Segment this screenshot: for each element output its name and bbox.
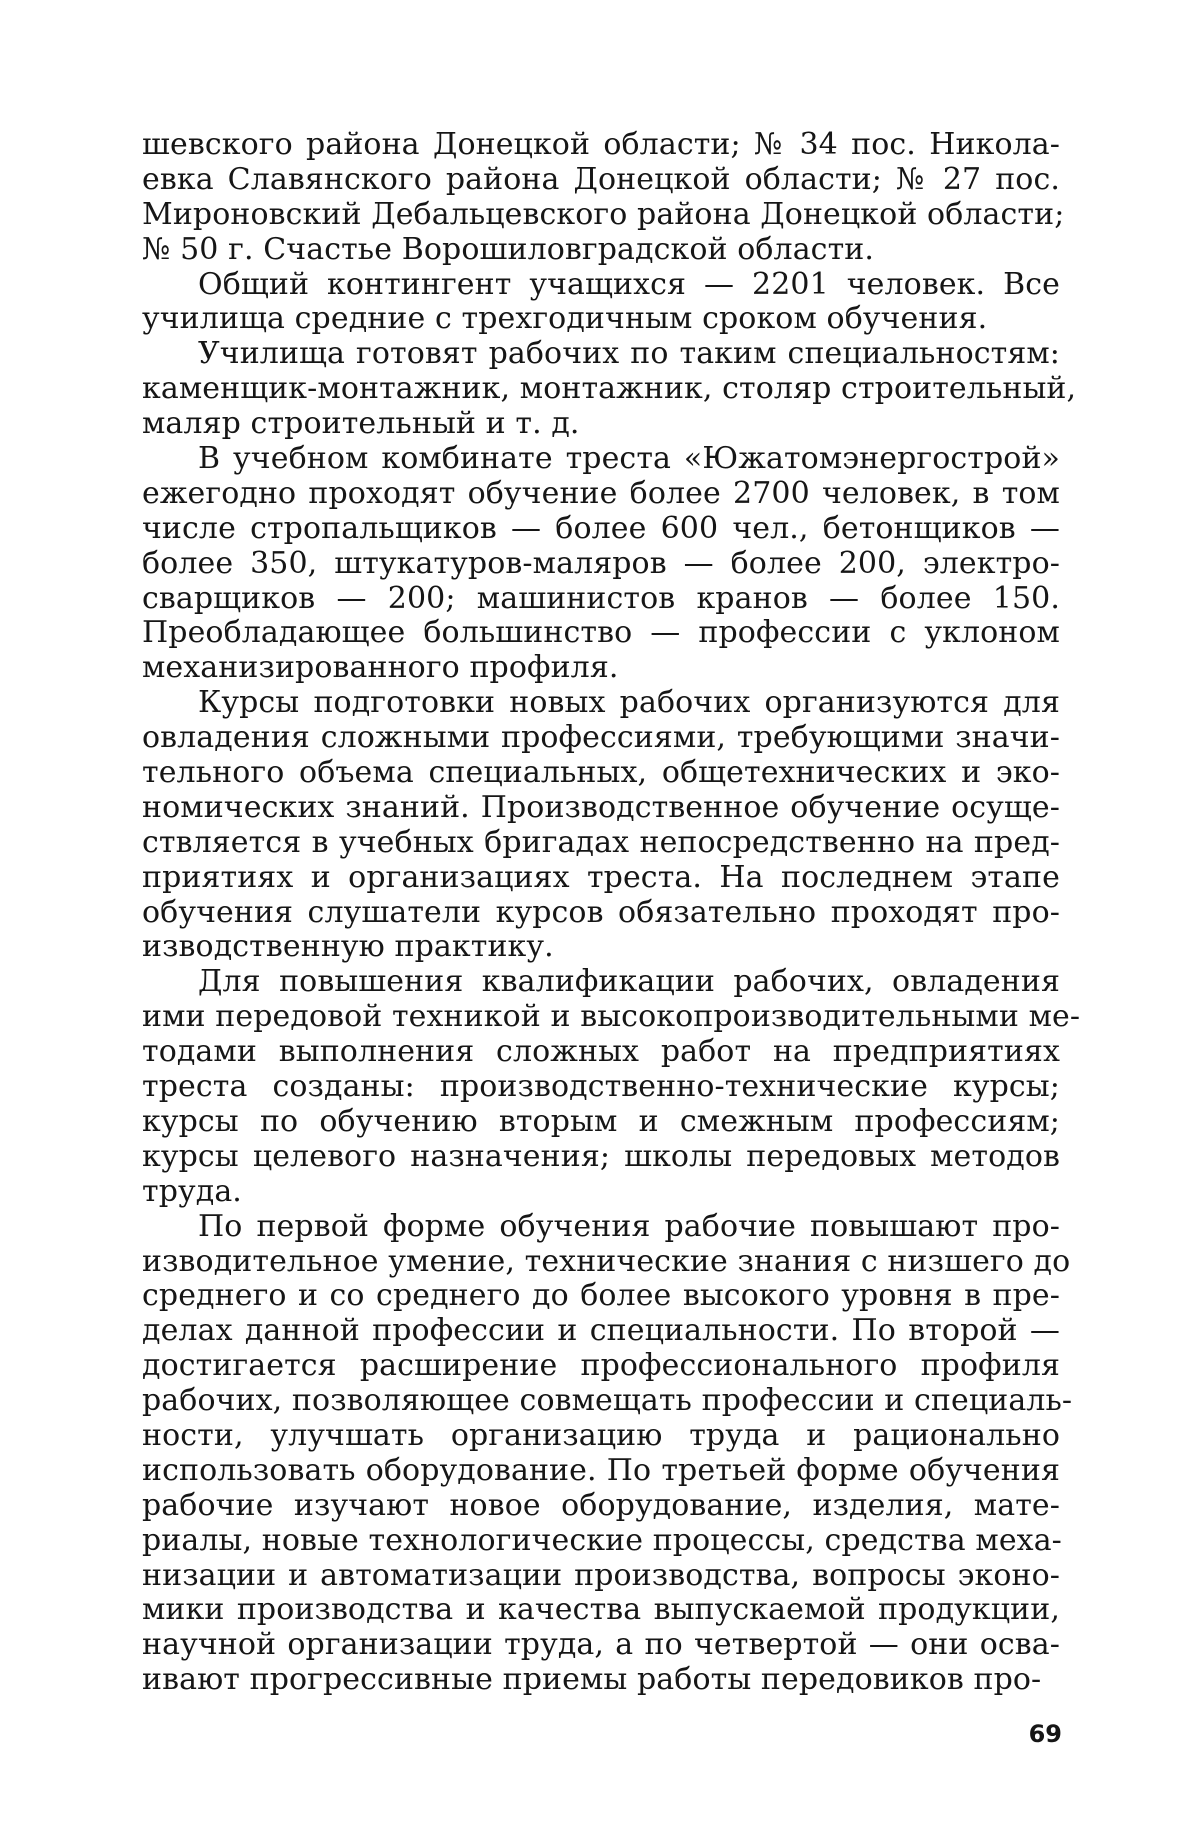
text-line: ствляется в учебных бригадах непосредственно на пред- [142,824,1060,860]
text-line: номических знаний. Производственное обучение осуще- [142,789,1060,825]
text-line: По первой форме обучения рабочие повышают про- [198,1208,1060,1244]
text-line: ими передовой техникой и высокопроизводительными ме- [142,999,1081,1035]
paragraph [142,127,1065,268]
text-line: курсы целевого назначения; школы передовых методов [142,1138,1060,1174]
text-line: сварщиков — 200; машинистов кранов — более 150. [142,580,1060,616]
page-number: 69 [1028,1720,1062,1748]
text-line: треста созданы: производственно-технические курсы; [142,1069,1060,1105]
text-line: изводственную практику. [142,929,554,965]
text-line: научной организации труда, а по четвертой — они осва- [142,1627,1060,1663]
text-line: каменщик-монтажник, монтажник, столяр строительный, [142,371,1077,407]
text-line: изводительное умение, технические знания с низшего до [142,1243,1071,1279]
text-line: более 350, штукатуров-маляров — более 200, электро- [142,545,1060,581]
text-line: ивают прогрессивные приемы работы передовиков про- [142,1662,1042,1698]
text-line: ежегодно проходят обучение более 2700 человек, в том [142,475,1060,511]
text-line: среднего и со среднего до более высокого уровня в пре- [142,1278,1060,1314]
paragraph [142,336,1077,442]
text-line: приятиях и организациях треста. На последнем этапе [142,859,1060,895]
text-line: № 50 г. Счастье Ворошиловградской области. [142,231,875,267]
text-line: Училища готовят рабочих по таким специальностям: [198,336,1060,372]
text-line: риалы, новые технологические процессы, средства меха- [142,1522,1062,1558]
text-line: низации и автоматизации производства, вопросы эконо- [142,1557,1060,1593]
text-line: В учебном комбинате треста «Южатомэнергострой» [198,441,1060,477]
text-line: евка Славянского района Донецкой области; № 27 пос. [142,161,1060,197]
text-line: обучения слушатели курсов обязательно проходят про- [142,894,1060,930]
text-line: Общий контингент учащихся — 2201 человек. Все [198,266,1060,302]
text-line: училища средние с трехгодичным сроком обучения. [142,301,988,337]
text-line: делах данной профессии и специальности. По второй — [142,1313,1060,1349]
text-line: числе стропальщиков — более 600 чел., бетонщиков — [142,510,1060,546]
text-line: Для повышения квалификации рабочих, овладения [198,964,1060,1000]
paragraph [142,1208,1073,1698]
text-line: достигается расширение профессионального профиля [142,1348,1060,1384]
text-line: Преобладающее большинство — профессии с уклоном [142,615,1060,651]
text-line: тодами выполнения сложных работ на предприятиях [142,1034,1060,1070]
text-line: механизированного профиля. [142,650,619,686]
text-line: маляр строительный и т. д. [142,406,580,442]
text-line: овладения сложными профессиями, требующими значи- [142,720,1060,756]
text-line: рабочие изучают новое оборудование, изделия, мате- [142,1487,1060,1523]
text-line: Мироновский Дебальцевского района Донецкой области; [142,196,1065,232]
text-line: курсы по обучению вторым и смежным профессиям; [142,1103,1060,1139]
text-line: тельного объема специальных, общетехнических и эко- [142,755,1060,791]
paragraph [142,268,1060,338]
paragraph [142,964,1081,1209]
text-line: использовать оборудование. По третьей форме обучения [142,1452,1060,1488]
text-line: ности, улучшать организацию труда и рационально [142,1417,1060,1453]
paragraph [142,686,1060,965]
text-line: Курсы подготовки новых рабочих организуются для [198,685,1060,721]
text-line: труда. [142,1173,242,1209]
text-line: мики производства и качества выпускаемой продукции, [142,1592,1060,1628]
text-line: рабочих, позволяющее совмещать профессии и специаль- [142,1383,1073,1419]
body-text [142,127,1081,1698]
text-line: шевского района Донецкой области; № 34 пос. Никола- [142,127,1060,162]
paragraph [142,442,1060,686]
